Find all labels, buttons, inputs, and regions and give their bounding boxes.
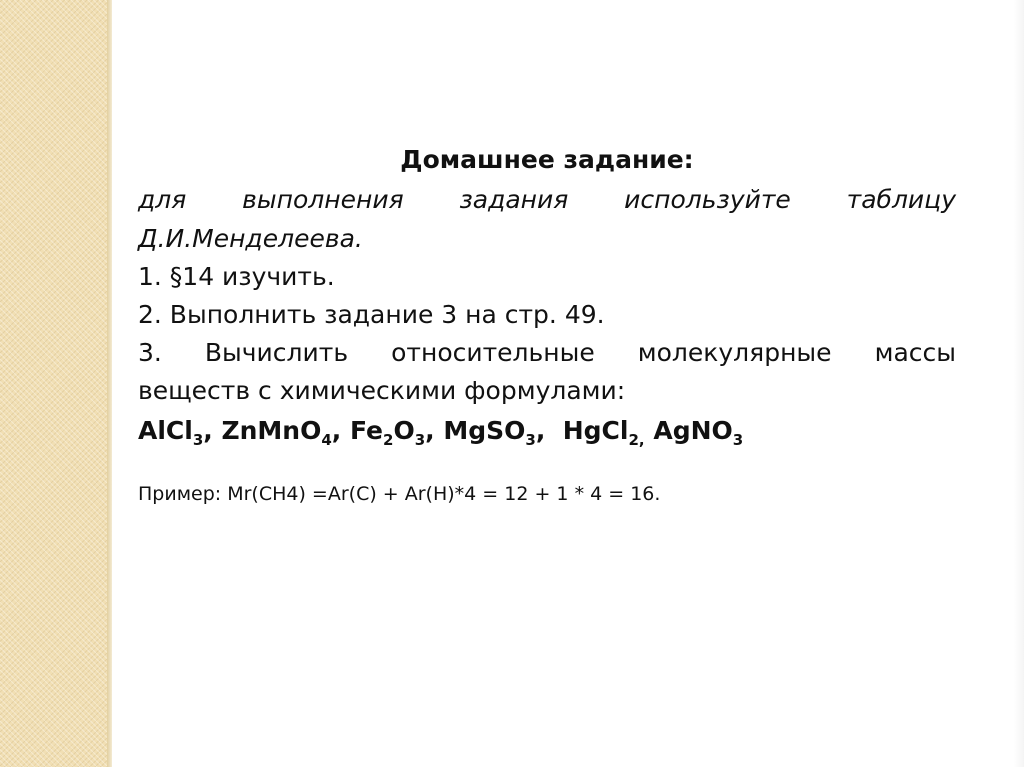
- task-item-3-line-2: веществ с химическими формулами:: [138, 376, 626, 405]
- formula-fe2o3: $Fe_2O_3$,: [349, 416, 444, 449]
- slide-title: Домашнее задание:: [400, 145, 694, 174]
- intro-line-1: для выполнения задания используйте таблицу: [138, 185, 956, 214]
- chemical-formulas: [138, 410, 956, 452]
- formula-znmno4: ZnMnO$_4$,: [221, 416, 350, 449]
- decorative-side-band: [0, 0, 107, 767]
- slide-right-edge: [1014, 0, 1024, 767]
- formula-alcl3: AlCl$_3$,: [138, 416, 222, 449]
- formula-agno3: AgNO$_3$: [653, 416, 744, 449]
- task-item-3-line-1: 3. Вычислить относительные молекулярные массы: [138, 338, 956, 367]
- task-item-2: 2. Выполнить задание 3 на стр. 49.: [138, 300, 605, 329]
- example-calculation: Пример: Mr(CH4) =Ar(C) + Ar(H)*4 = 12 + 1 * 4 = 16.: [138, 483, 661, 505]
- intro-line-2: Д.И.Менделеева.: [138, 224, 363, 253]
- formula-hgcl2: HgCl$_{2,}$: [562, 416, 645, 449]
- formula-mgso3: MgSO$_3$,: [443, 416, 563, 449]
- task-item-1: 1. §14 изучить.: [138, 262, 335, 291]
- slide-content: [138, 142, 956, 508]
- side-band-edge: [107, 0, 112, 767]
